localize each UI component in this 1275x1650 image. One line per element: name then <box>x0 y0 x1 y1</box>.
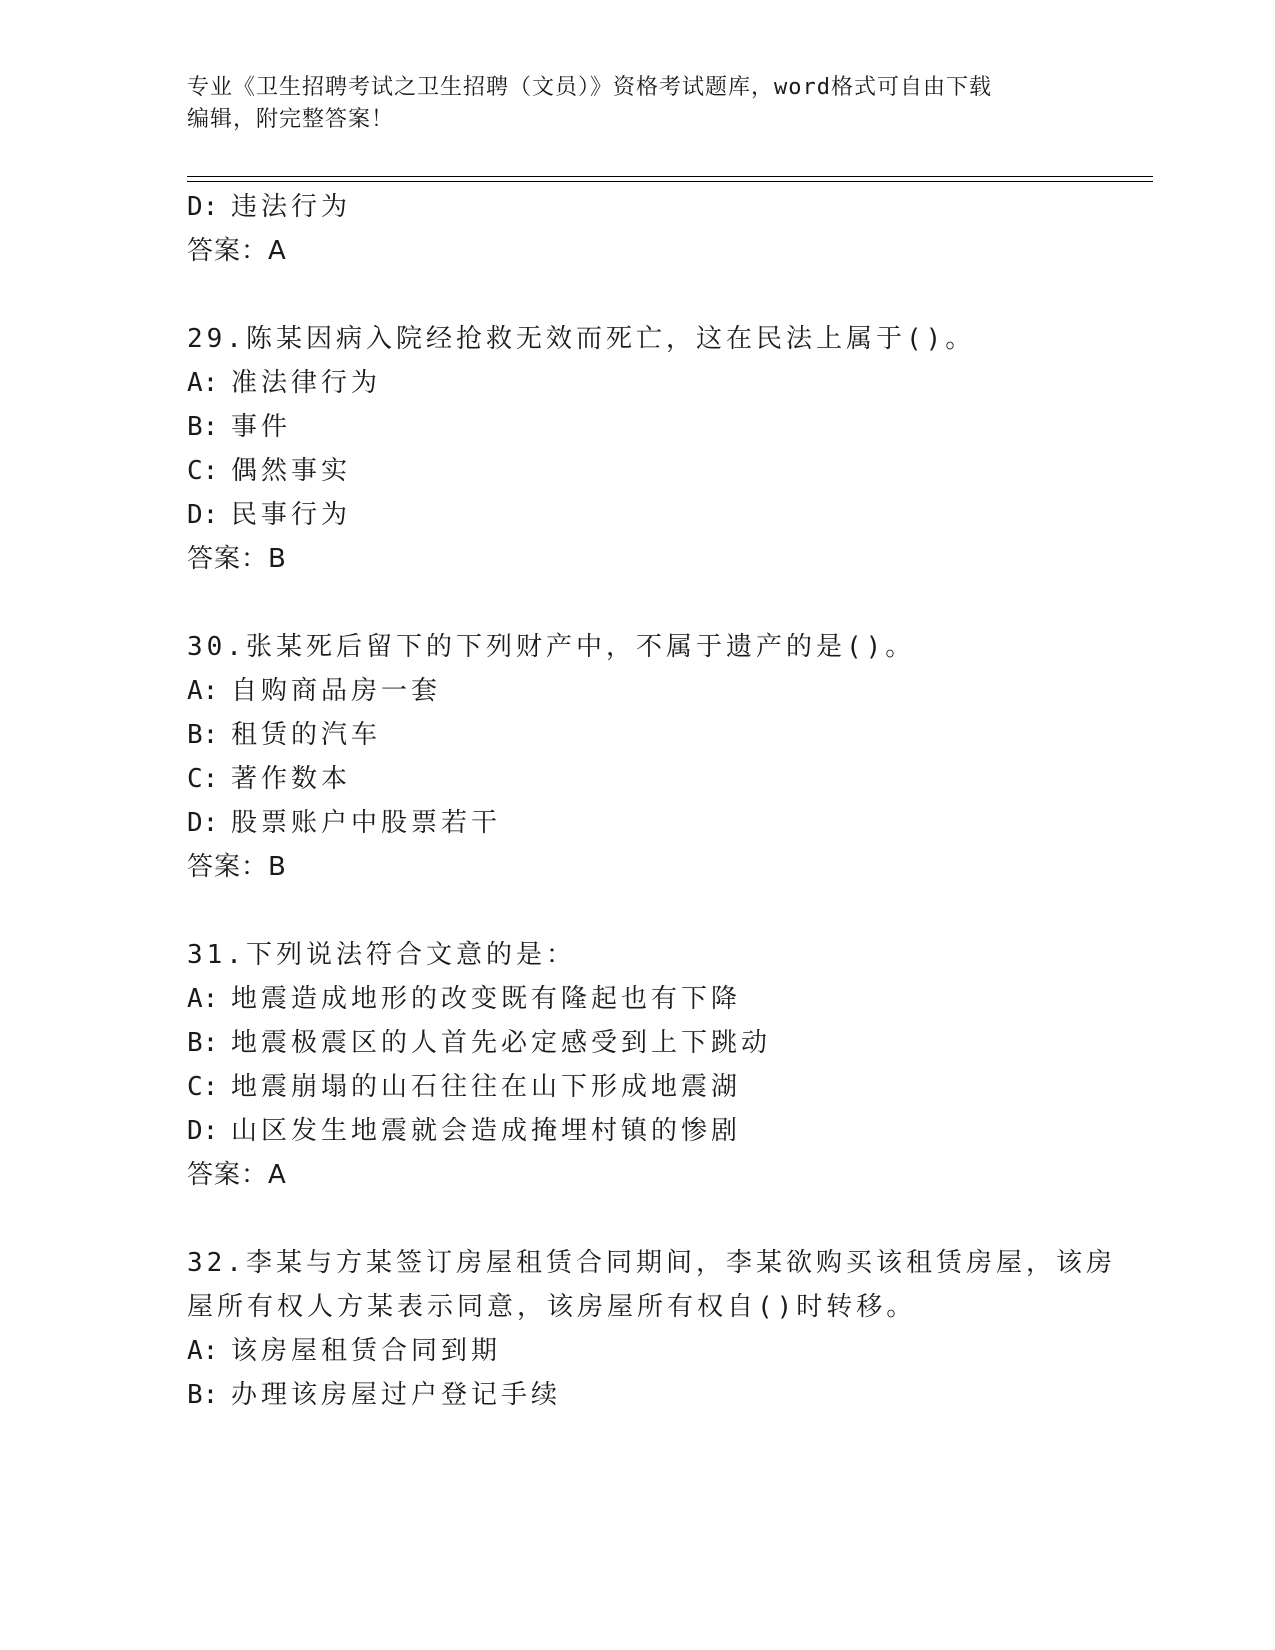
prev-option-d <box>187 190 351 224</box>
option-text: 该房屋租赁合同到期 <box>231 1336 502 1366</box>
q29-option-a <box>187 366 381 400</box>
option-text: 民事行为 <box>231 500 352 530</box>
q30-answer: 答案：B <box>187 852 287 882</box>
option-text: 偶然事实 <box>231 456 352 486</box>
option-label: A: <box>187 1336 219 1366</box>
prev-answer: 答案：A <box>187 236 287 266</box>
option-text: 自购商品房一套 <box>231 676 442 706</box>
q31-option-a <box>187 982 741 1016</box>
option-label: D: <box>187 500 219 530</box>
q31-stem: 31.下列说法符合文意的是： <box>187 940 576 970</box>
q29-option-d <box>187 498 351 532</box>
option-text: 准法律行为 <box>231 368 382 398</box>
document-header <box>187 72 1087 136</box>
q29-option-b <box>187 410 291 444</box>
option-text: 事件 <box>231 412 292 442</box>
option-label: B: <box>187 1380 219 1410</box>
option-label: A: <box>187 676 219 706</box>
option-label: C: <box>187 1072 219 1102</box>
option-label: B: <box>187 1028 219 1058</box>
q31-option-b <box>187 1026 771 1060</box>
q30-option-a <box>187 674 441 708</box>
option-text: 山区发生地震就会造成掩埋村镇的惨剧 <box>231 1116 742 1146</box>
option-text: 违法行为 <box>231 192 352 222</box>
q30-stem: 30.张某死后留下的下列财产中，不属于遗产的是()。 <box>187 632 916 662</box>
q32-option-b <box>187 1378 561 1412</box>
q29-answer: 答案：B <box>187 544 287 574</box>
option-label: C: <box>187 456 219 486</box>
option-text: 租赁的汽车 <box>231 720 382 750</box>
option-text: 股票账户中股票若干 <box>231 808 502 838</box>
option-label: D: <box>187 192 219 222</box>
header-line-2: 编辑，附完整答案！ <box>187 107 395 132</box>
q31-answer: 答案：A <box>187 1160 287 1190</box>
option-label: A: <box>187 368 219 398</box>
option-label: D: <box>187 1116 219 1146</box>
option-label: B: <box>187 720 219 750</box>
option-text: 办理该房屋过户登记手续 <box>231 1380 562 1410</box>
q29-stem: 29.陈某因病入院经抢救无效而死亡，这在民法上属于()。 <box>187 324 976 354</box>
option-label: D: <box>187 808 219 838</box>
header-divider-bottom <box>187 181 1153 182</box>
q32-stem-line-1: 32.李某与方某签订房屋租赁合同期间，李某欲购买该租赁房屋，该房 <box>187 1248 1116 1278</box>
option-label: A: <box>187 984 219 1014</box>
q31-option-c <box>187 1070 741 1104</box>
q30-option-c <box>187 762 351 796</box>
option-label: C: <box>187 764 219 794</box>
q32-option-a <box>187 1334 501 1368</box>
option-text: 地震崩塌的山石往往在山下形成地震湖 <box>231 1072 742 1102</box>
q30-option-b <box>187 718 381 752</box>
header-line-1: 专业《卫生招聘考试之卫生招聘（文员）》资格考试题库，word格式可自由下载 <box>187 75 992 100</box>
option-text: 著作数本 <box>231 764 352 794</box>
q30-option-d <box>187 806 501 840</box>
header-divider-top <box>187 176 1153 177</box>
q31-option-d <box>187 1114 741 1148</box>
option-text: 地震极震区的人首先必定感受到上下跳动 <box>231 1028 772 1058</box>
q29-option-c <box>187 454 351 488</box>
option-text: 地震造成地形的改变既有隆起也有下降 <box>231 984 742 1014</box>
option-label: B: <box>187 412 219 442</box>
q32-stem-line-2: 屋所有权人方某表示同意，该房屋所有权自()时转移。 <box>187 1292 917 1322</box>
